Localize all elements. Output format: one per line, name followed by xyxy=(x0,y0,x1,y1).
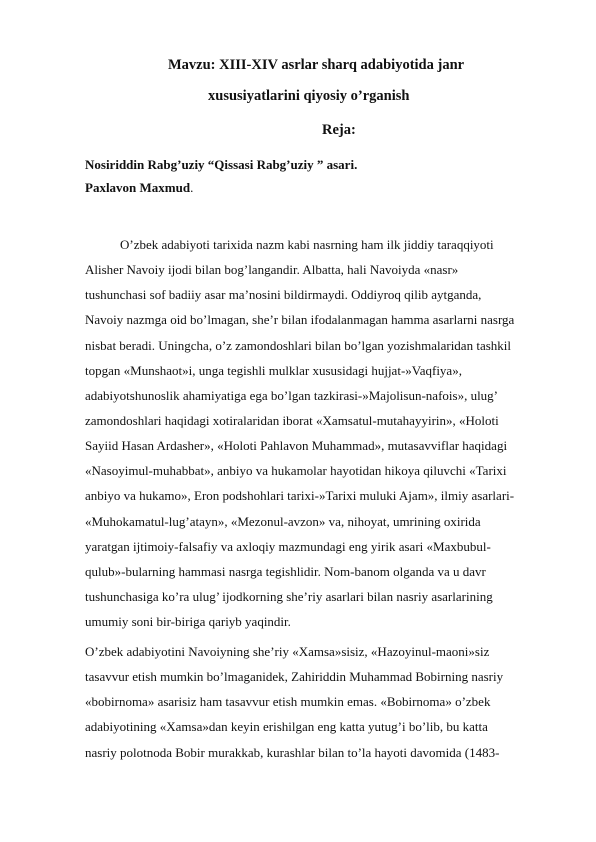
plan-item-1 xyxy=(85,157,357,173)
paragraph-line: topgan «Munshaot»i, unga tegishli mulklar xususidagi hujjat-»Vaqfiya», xyxy=(85,362,462,378)
title-line-1: Mavzu: XIII-XIV asrlar sharq adabiyotida janr xyxy=(168,57,465,73)
paragraph-line: Navoiy nazmga oid bo’lmagan, she’r bilan ifodalanmagan hamma asarlarni nasrga xyxy=(85,312,515,328)
paragraph-line: «bobirnoma» asarisiz ham tasavvur etish mumkin emas. «Bobirnoma» o’zbek xyxy=(85,694,491,710)
plan-item-2-period: . xyxy=(190,180,194,195)
paragraph-line: anbiyo va hukamo», Eron podshohlari tarixi-»Tarixi muluki Ajam», ilmiy asarlari- xyxy=(85,488,515,504)
paragraph-line: yaratgan ijtimoiy-falsafiy va axloqiy mazmundagi eng yirik asari «Maxbubul- xyxy=(85,538,491,554)
paragraph-2 xyxy=(85,639,515,765)
paragraph-line: Sayiid Hasan Ardasher», «Holoti Pahlavon Muhammad», mutasavviflar haqidagi xyxy=(85,438,508,454)
paragraph-line: O’zbek adabiyotini Navoiyning she’riy «Xamsa»sisiz, «Hazoyinul-maoni»siz xyxy=(85,644,490,659)
paragraph-line: tushunchasiga ko’ra ulug’ ijodkorning she’riy asarlari bilan nasriy asarlarining xyxy=(85,588,493,604)
paragraph-line: adabiyotining «Xamsa»dan keyin erishilgan eng katta yutug’i bo’lib, bu katta xyxy=(85,719,488,735)
paragraph-line: tushunchasi sof badiiy asar ma’nosini bildirmaydi. Oddiyroq qilib aytganda, xyxy=(85,287,482,303)
paragraph-line: O’zbek adabiyoti tarixida nazm kabi nasrning ham ilk jiddiy taraqqiyoti xyxy=(120,237,494,252)
paragraph-line: zamondoshlari haqidagi xotiralaridan iborat «Xamsatul-mutahayyirin», «Holoti xyxy=(85,412,499,428)
plan-item-1-text: Nosiriddin Rabg’uziy “Qissasi Rabg’uziy ” asari. xyxy=(85,157,358,172)
paragraph-line: «Muhokamatul-lug’atayn», «Mezonul-avzon» va, nihoyat, umrining oxirida xyxy=(85,513,481,529)
paragraph-line: Alisher Navoiy ijodi bilan bog’langandir. Albatta, hali Navoiyda «nasr» xyxy=(85,262,459,278)
plan-item-2-text: Paxlavon Maxmud xyxy=(85,180,191,195)
paragraph-line: umumiy soni bir-biriga qariyb yaqindir. xyxy=(85,614,291,630)
paragraph-line: nisbat beradi. Uningcha, o’z zamondoshlari bilan bo’lgan yozishmalaridan tashkil xyxy=(85,337,511,353)
plan-heading: Reja: xyxy=(322,122,356,138)
paragraph-line: «Nasoyimul-muhabbat», anbiyo va hukamolar hayotidan hikoya qiluvchi «Tarixi xyxy=(85,463,507,479)
plan-item-2 xyxy=(85,180,193,196)
paragraph-1 xyxy=(85,232,515,634)
paragraph-line: tasavvur etish mumkin bo’lmaganidek, Zahiriddin Muhammad Bobirning nasriy xyxy=(85,669,504,685)
paragraph-line: qulub»-bularning hammasi nasrga tegishlidir. Nom-banom olganda va u davr xyxy=(85,563,486,579)
paragraph-line: nasriy polotnoda Bobir murakkab, kurashlar bilan to’la hayoti davomida (1483- xyxy=(85,744,500,760)
paragraph-line: adabiyotshunoslik ahamiyatiga ega bo’lgan tazkirasi-»Majolisun-nafois», ulug’ xyxy=(85,387,499,403)
title-line-2: xususiyatlarini qiyosiy o’rganish xyxy=(208,88,410,104)
